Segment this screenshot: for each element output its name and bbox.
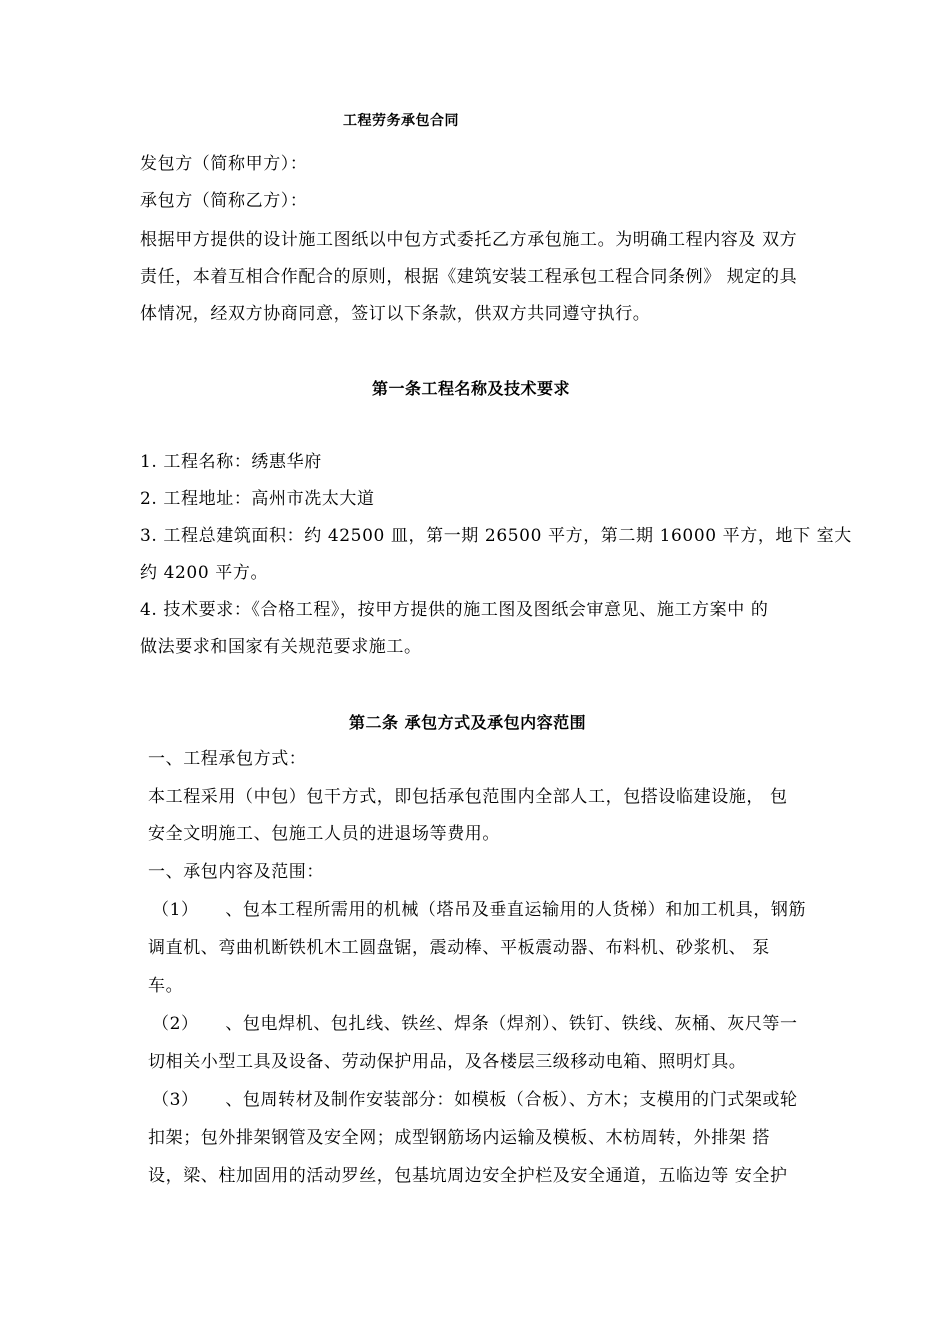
article2-line: 调直机、弯曲机断铁机木工圆盘锯，震动棒、平板震动器、布料机、砂浆机、 泵	[148, 938, 771, 958]
article1-line: 4. 技术要求：《合格工程》，按甲方提供的施工图及图纸会审意见、施工方案中 的	[140, 600, 769, 620]
intro-line: 根据甲方提供的设计施工图纸以中包方式委托乙方承包施工。为明确工程内容及 双方	[140, 230, 798, 250]
article2-line: （2） 、包电焊机、包扎线、铁丝、焊条（焊剂）、铁钉、铁线、灰桶、灰尺等一	[152, 1014, 798, 1034]
article1-line: 3. 工程总建筑面积：约 42500 皿，第一期 26500 平方，第二期 16000 平方，地下 室大	[140, 526, 852, 546]
article2-line: 一、工程承包方式：	[148, 749, 307, 769]
article2-line: 车。	[148, 976, 184, 996]
article1-line: 做法要求和国家有关规范要求施工。	[140, 637, 422, 657]
article2-line: 一、承包内容及范围：	[148, 862, 324, 882]
article1-line: 2. 工程地址：高州市冼太大道	[140, 489, 375, 509]
article2-line: 安全文明施工、包施工人员的进退场等费用。	[148, 824, 500, 844]
party-a-line: 发包方（简称甲方）：	[140, 154, 308, 174]
article2-line: 扣架；包外排架钢管及安全网；成型钢筋场内运输及模板、木枋周转，外排架 搭	[148, 1128, 771, 1148]
article2-line: （1） 、包本工程所需用的机械（塔吊及垂直运输用的人货梯）和加工机具，钢筋	[152, 900, 807, 920]
intro-line: 体情况，经双方协商同意，签订以下条款，供双方共同遵守执行。	[140, 304, 651, 324]
article2-line: 切相关小型工具及设备、劳动保护用品，及各楼层三级移动电箱、照明灯具。	[148, 1052, 747, 1072]
article1-line: 1. 工程名称：绣惠华府	[140, 452, 322, 472]
intro-line: 责任，本着互相合作配合的原则，根据《建筑安装工程承包工程合同条例》 规定的具	[140, 267, 798, 287]
article2-line: （3） 、包周转材及制作安装部分：如模板（合板）、方木；支模用的门式架或轮	[152, 1090, 798, 1110]
article2-line: 本工程采用（中包）包干方式，即包括承包范围内全部人工，包搭设临建设施， 包	[148, 787, 788, 807]
article1-line: 约 4200 平方。	[140, 563, 269, 583]
document-title: 工程劳务承包合同	[343, 113, 459, 129]
article2-heading: 第二条 承包方式及承包内容范围	[349, 713, 587, 732]
party-b-line: 承包方（简称乙方）：	[140, 191, 308, 211]
article2-line: 设，梁、柱加固用的活动罗丝，包基坑周边安全护栏及安全通道，五临边等 安全护	[148, 1166, 788, 1186]
article1-heading: 第一条工程名称及技术要求	[372, 379, 571, 398]
